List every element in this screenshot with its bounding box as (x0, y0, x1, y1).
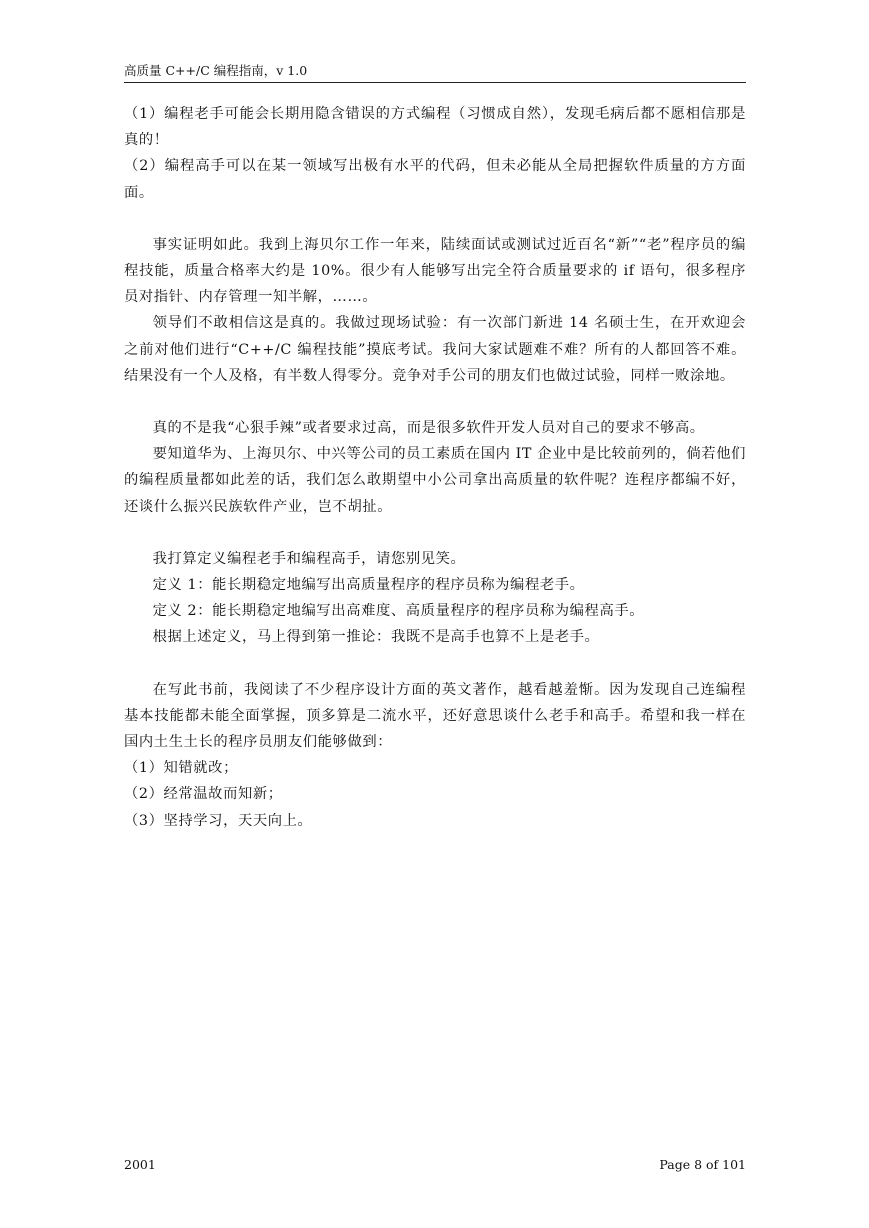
footer-year: 2001 (124, 1157, 156, 1172)
paragraph: 领导们不敢相信这是真的。我做过现场试验：有一次部门新进 14 名硕士生，在开欢迎会之前对他们进行“C++/C 编程技能”摸底考试。我问大家试题难不难？所有的人都回答不难。结果没有一个人及格，有半数人得零分。竞争对手公司的朋友们也做过试验，同样一败涂地。 (124, 315, 746, 384)
list-item: （2）经常温故而知新； (124, 786, 283, 803)
paragraph-gap (124, 520, 746, 546)
definition-2: 定义 2：能长期稳定地编写出高难度、高质量程序的程序员称为编程高手。 (152, 603, 645, 620)
list-item: （3）坚持学习，天天向上。 (124, 812, 313, 829)
header-divider (124, 82, 746, 83)
body-text (124, 101, 746, 834)
list-item-2: （2）编程高手可以在某一领域写出极有水平的代码，但未必能从全局把握软件质量的方方面面。 (124, 158, 746, 201)
footer-page-number: Page 8 of 101 (659, 1157, 746, 1172)
paragraph-gap (124, 651, 746, 677)
paragraph: 要知道华为、上海贝尔、中兴等公司的员工素质在国内 IT 企业中是比较前列的，倘若他们的编程质量都如此差的话，我们怎么敢期望中小公司拿出高质量的软件呢？连程序都编不好，还谈什么振兴民族软件产业，岂不胡扯。 (124, 446, 746, 515)
paragraph: 真的不是我“心狠手辣”或者要求过高，而是很多软件开发人员对自己的要求不够高。 (152, 420, 705, 437)
paragraph: 我打算定义编程老手和编程高手，请您别见笑。 (152, 550, 466, 567)
paragraph-gap (124, 206, 746, 232)
paragraph: 事实证明如此。我到上海贝尔工作一年来，陆续面试或测试过近百名“新”“老”程序员的编程技能，质量合格率大约是 10%。很少有人能够写出完全符合质量要求的 if 语句，很多程序员对指针、内存管理一知半解，……。 (124, 236, 746, 306)
list-item-1: （1）编程老手可能会长期用隐含错误的方式编程（习惯成自然），发现毛病后都不愿相信那是真的！ (124, 106, 746, 149)
paragraph: 根据上述定义，马上得到第一推论：我既不是高手也算不上是老手。 (152, 629, 600, 646)
running-header: 高质量 C++/C 编程指南，v 1.0 (124, 63, 308, 78)
definition-1: 定义 1：能长期稳定地编写出高质量程序的程序员称为编程老手。 (152, 577, 585, 594)
paragraph: 在写此书前，我阅读了不少程序设计方面的英文著作，越看越羞惭。因为发现自己连编程基本技能都未能全面掌握，顶多算是二流水平，还好意思谈什么老手和高手。希望和我一样在国内土生土长的程序员朋友们能够做到： (124, 681, 746, 751)
list-item: （1）知错就改； (124, 760, 238, 777)
paragraph-gap (124, 389, 746, 415)
